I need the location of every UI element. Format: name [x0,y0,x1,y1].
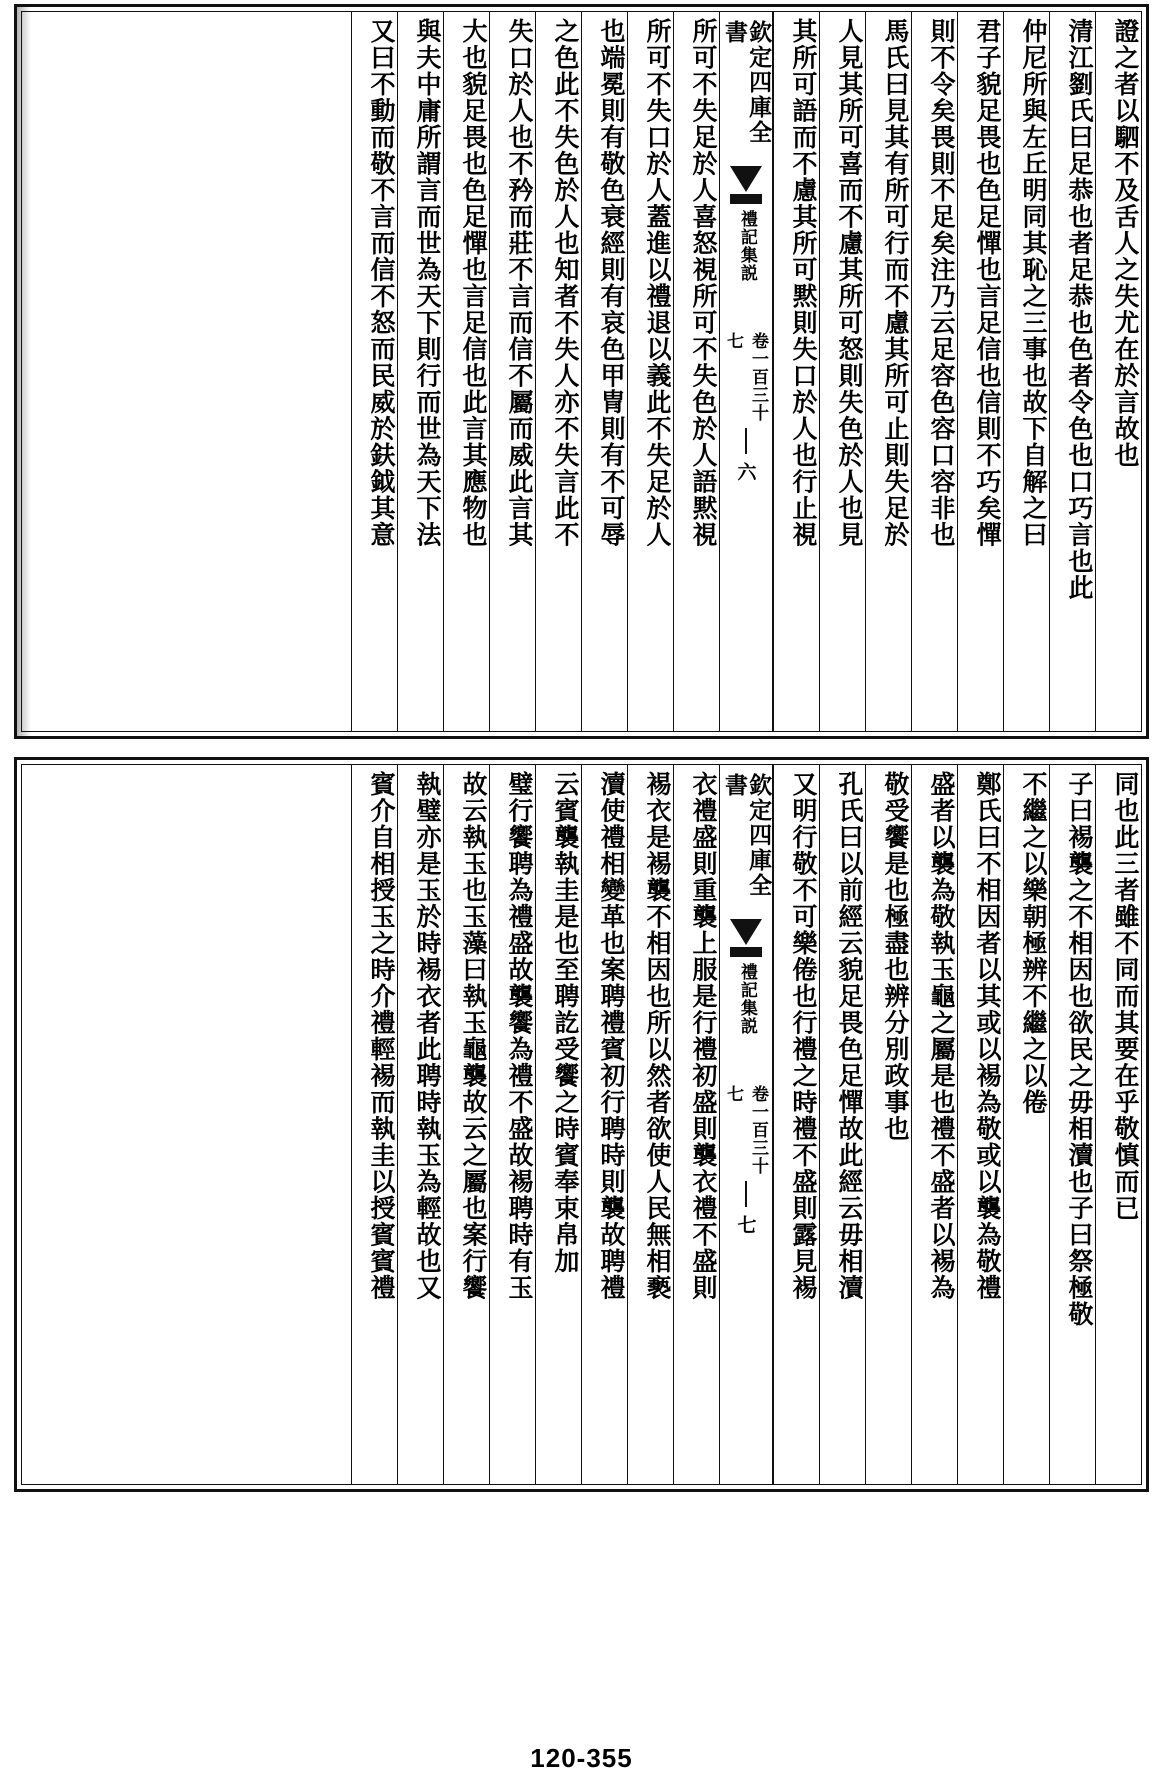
text-frame-bottom [21,764,1142,1485]
banner-divider [745,1181,747,1207]
page-block-top [14,4,1149,739]
text-column-blank [305,12,351,731]
banner-juan: 禮記集説 [736,210,757,282]
fishtail-bar-icon [730,947,762,957]
banner-page-number: 七 [734,1215,757,1234]
text-column: 不繼之以樂朝極辨不繼之以倦 [1003,765,1049,1484]
banner-page-number: 六 [734,462,757,481]
text-column: 同也此三者雖不同而其要在乎敬慎而已 [1095,765,1141,1484]
fishtail-icon [730,919,762,945]
text-column: 馬氏曰見其有所可行而不慮其所可止則失足於 [865,12,911,731]
text-column: 仲尼所與左丘明同其恥之三事也故下自解之曰 [1003,12,1049,731]
banner-title: 欽定四庫全書 [721,20,773,145]
text-column: 清江劉氏曰足恭也者足恭也色者令色也口巧言也此 [1049,12,1095,731]
text-column: 裼衣是裼襲不相因也所以然者欲使人民無相褻 [627,765,673,1484]
text-column: 人見其所可喜而不慮其所可怒則失色於人也見 [819,12,865,731]
text-column: 失口於人也不矜而莊不言而信不屬而威此言其 [489,12,535,731]
text-column: 璧行饗聘為禮盛故襲饗為禮不盛故裼聘時有玉 [489,765,535,1484]
banner-volume: 卷一百三十七 [723,332,768,422]
center-banner-bottom [719,765,773,1484]
page-block-bottom [14,757,1149,1492]
text-column: 其所可語而不慮其所可黙則失口於人也行止視 [773,12,819,731]
text-frame-top [21,11,1142,732]
text-column: 又明行敬不可樂倦也行禮之時禮不盛則露見裼 [773,765,819,1484]
text-column: 賓介自相授玉之時介禮輕裼而執圭以授賓賓禮 [351,765,397,1484]
text-column: 所可不失足於人喜怒視所可不失色於人語黙視 [673,12,719,731]
text-column: 故云執玉也玉藻曰執玉龜襲故云之屬也案行饗 [443,765,489,1484]
text-column: 瀆使禮相變革也案聘禮賓初行聘時則襲故聘禮 [581,765,627,1484]
center-banner-top [719,12,773,731]
text-column: 與夫中庸所謂言而世為天下則行而世為天下法 [397,12,443,731]
text-column: 孔氏曰以前經云貌足畏色足憚故此經云毋相瀆 [819,765,865,1484]
text-column: 云賓襲執圭是也至聘訖受饗之時賓奉束帛加 [535,765,581,1484]
text-column: 君子貌足畏也色足憚也言足信也信則不巧矣憚 [957,12,1003,731]
text-column: 盛者以襲為敬執玉龜之屬是也禮不盛者以裼為 [911,765,957,1484]
fishtail-icon [730,166,762,192]
text-column: 敬受饗是也極盡也辨分別政事也 [865,765,911,1484]
text-column: 又曰不動而敬不言而信不怒而民威於鈇鉞其意 [351,12,397,731]
banner-juan: 禮記集説 [736,963,757,1035]
text-column-blank [305,765,351,1484]
folio-number: 120-355 [530,1743,633,1773]
banner-title: 欽定四庫全書 [721,773,773,898]
text-column: 鄭氏曰不相因者以其或以裼為敬或以襲為敬禮 [957,765,1003,1484]
text-column: 證之者以駟不及舌人之失尤在於言故也 [1095,12,1141,731]
text-column: 所可不失口於人蓋進以禮退以義此不失足於人 [627,12,673,731]
text-column: 大也貌足畏也色足憚也言足信也此言其應物也 [443,12,489,731]
text-column: 子曰裼襲之不相因也欲民之毋相瀆也子曰祭極敬 [1049,765,1095,1484]
text-column: 也端冕則有敬色衰經則有哀色甲冑則有不可辱 [581,12,627,731]
banner-divider [745,428,747,454]
fishtail-bar-icon [730,194,762,204]
text-column: 執璧亦是玉於時裼衣者此聘時執玉為輕故也又 [397,765,443,1484]
text-column: 之色此不失色於人也知者不失人亦不失言此不 [535,12,581,731]
text-column: 衣禮盛則重襲上服是行禮初盛則襲衣禮不盛則 [673,765,719,1484]
banner-volume: 卷一百三十七 [723,1085,768,1175]
text-column: 則不令矣畏則不足矣注乃云足容色容口容非也 [911,12,957,731]
